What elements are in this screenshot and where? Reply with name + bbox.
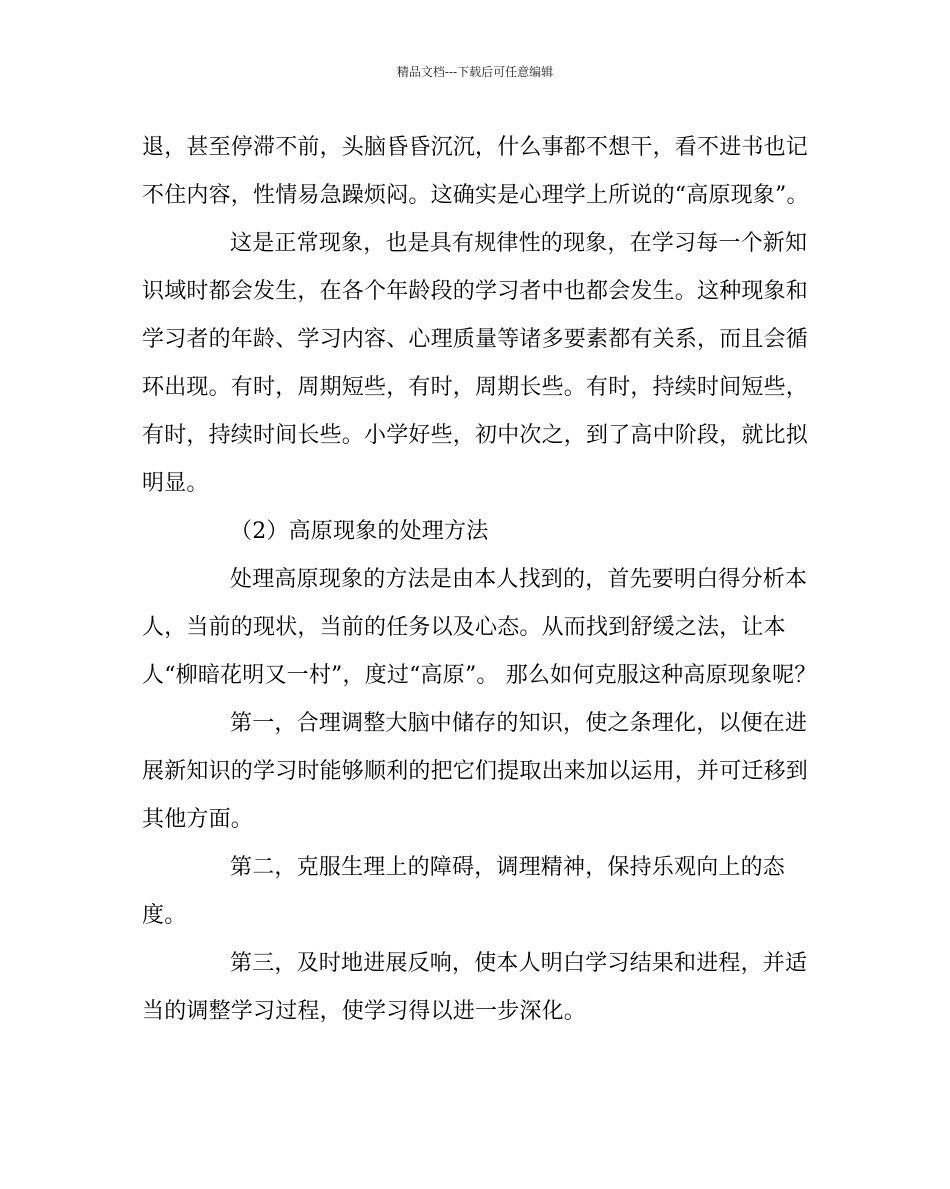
- paragraph-line: 有时，持续时间长些。小学好些，初中次之，到了高中阶段，就比拟: [142, 423, 809, 448]
- paragraph-line: 第二，克服生理上的障碍，调理精神，保持乐观向上的态: [230, 855, 786, 880]
- paragraph-line: 识域时都会发生，在各个年龄段的学习者中也都会发生。这种现象和: [142, 279, 809, 304]
- paragraph-line: 第三，及时地进展反响，使本人明白学习结果和进程，并适: [230, 951, 808, 976]
- paragraph-line: 退，甚至停滞不前，头脑昏昏沉沉，什么事都不想干，看不进书也记: [142, 135, 809, 160]
- paragraph-line: 当的调整学习过程，使学习得以进一步深化。: [142, 999, 587, 1024]
- paragraph-line: 学习者的年龄、学习内容、心理质量等诸多要素都有关系，而且会循: [142, 327, 809, 352]
- paragraph-line: 展新知识的学习时能够顺利的把它们提取出来加以运用，并可迁移到: [142, 759, 809, 784]
- paragraph-line: 人，当前的现状，当前的任务以及心态。从而找到舒缓之法，让本: [142, 615, 786, 640]
- document-body: [142, 124, 817, 1036]
- paragraph-line: 环出现。有时，周期短些，有时，周期长些。有时，持续时间短些，: [142, 375, 809, 400]
- paragraph-line: 其他方面。: [142, 807, 254, 832]
- paragraph-line: 明显。: [142, 471, 209, 496]
- paragraph-line: 这是正常现象，也是具有规律性的现象，在学习每一个新知: [230, 231, 808, 256]
- section-heading: （2）高原现象的处理方法: [230, 519, 489, 544]
- page-header: 精品文档---下载后可任意编辑: [396, 65, 554, 79]
- paragraph-line: 度。: [142, 903, 187, 928]
- paragraph-line: 处理高原现象的方法是由本人找到的，首先要明白得分析本: [230, 567, 808, 592]
- paragraph-line: 不住内容，性情易急躁烦闷。这确实是心理学上所说的“高原现象”。: [142, 183, 809, 208]
- paragraph-line: 第一，合理调整大脑中储存的知识，使之条理化，以便在进: [230, 711, 808, 736]
- paragraph-line: 人“柳暗花明又一村”，度过“高原”。 那么如何克服这种高原现象呢？: [142, 663, 817, 688]
